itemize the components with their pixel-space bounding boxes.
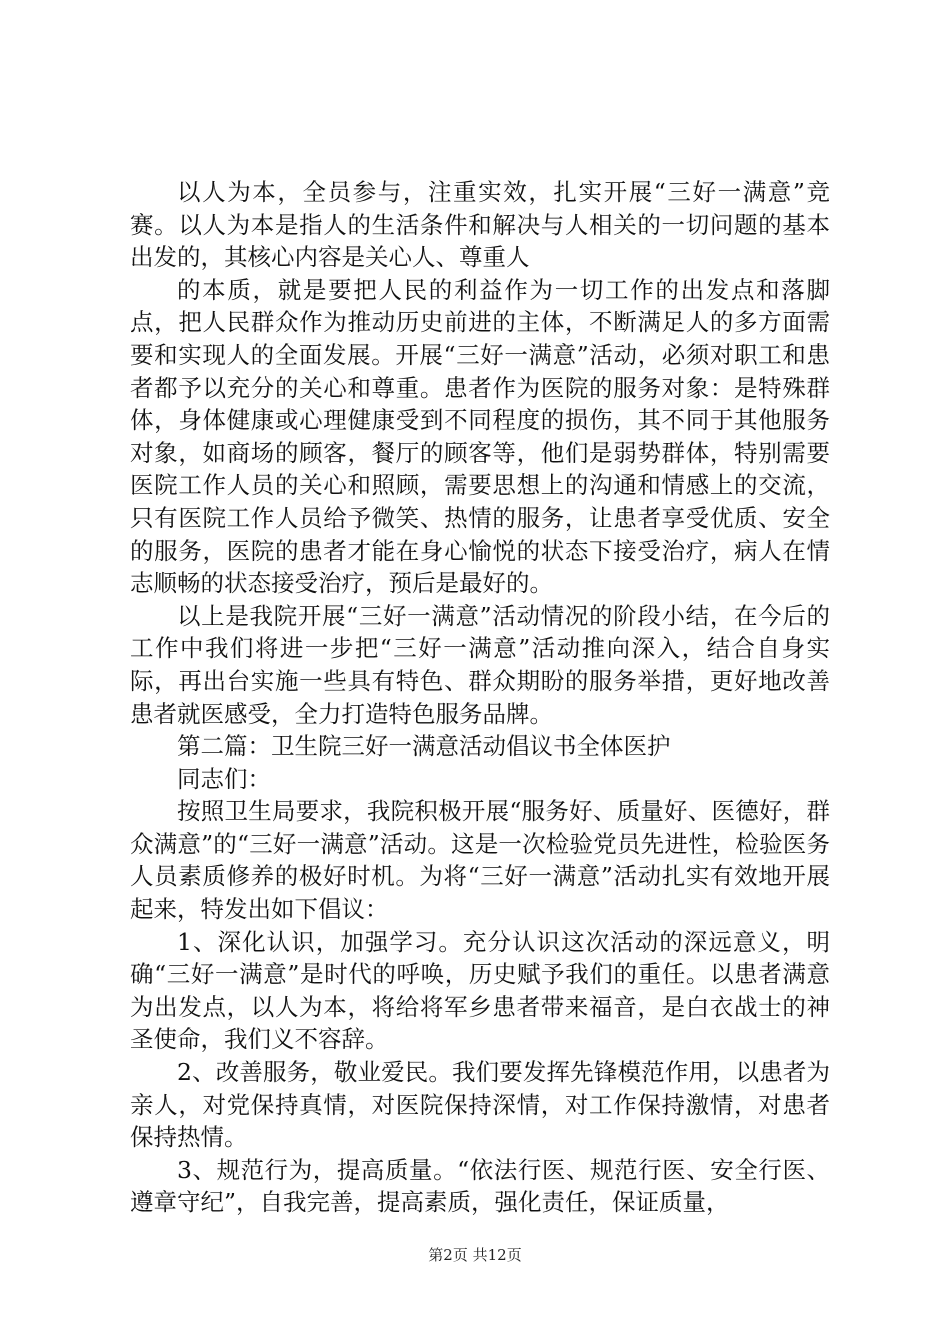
paragraph-item-1: 1、深化认识，加强学习。充分认识这次活动的深远意义，明确“三好一满意”是时代的呼唤，历史赋予我们的重任。以患者满意为出发点，以人为本，将给将军乡患者带来福音，是白衣战士的神圣使命，我们义不容辞。 bbox=[130, 927, 830, 1054]
paragraph-initiative-intro: 按照卫生局要求，我院积极开展“服务好、质量好、医德好，群众满意”的“三好一满意”活动。这是一次检验党员先进性，检验医务人员素质修养的极好时机。为将“三好一满意”活动扎实有效地开展起来，特发出如下倡议： bbox=[130, 797, 830, 924]
page-number-footer: 第2页 共12页 bbox=[428, 1246, 522, 1264]
salutation: 同志们： bbox=[177, 764, 271, 793]
document-body bbox=[130, 176, 830, 1219]
paragraph-summary: 以上是我院开展“三好一满意”活动情况的阶段小结，在今后的工作中我们将进一步把“三好一满意”活动推向深入，结合自身实际，再出台实施一些具有特色、群众期盼的服务举措，更好地改善患者就医感受，全力打造特色服务品牌。 bbox=[130, 601, 830, 728]
paragraph-people-oriented: 以人为本，全员参与，注重实效，扎实开展“三好一满意”竞赛。以人为本是指人的生活条件和解决与人相关的一切问题的基本出发的，其核心内容是关心人、尊重人 bbox=[130, 178, 830, 272]
paragraph-item-2: 2、改善服务，敬业爱民。我们要发挥先锋模范作用，以患者为亲人，对党保持真情，对医院保持深情，对工作保持激情，对患者保持热情。 bbox=[130, 1058, 830, 1152]
section-heading-second-article: 第二篇：卫生院三好一满意活动倡议书全体医护 bbox=[177, 732, 671, 761]
paragraph-item-3: 3、规范行为，提高质量。“依法行医、规范行医、安全行医、遵章守纪”，自我完善，提高素质，强化责任，保证质量， bbox=[130, 1155, 830, 1217]
paragraph-essence: 的本质，就是要把人民的利益作为一切工作的出发点和落脚点，把人民群众作为推动历史前进的主体，不断满足人的多方面需要和实现人的全面发展。开展“三好一满意”活动，必须对职工和患者都予以充分的关心和尊重。患者作为医院的服务对象：是特殊群体，身体健康或心理健康受到不同程度的损伤，其不同于其他服务对象，如商场的顾客，餐厅的顾客等，他们是弱势群体，特别需要医院工作人员的关心和照顾，需要思想上的沟通和情感上的交流，只有医院工作人员给予微笑、热情的服务，让患者享受优质、安全的服务，医院的患者才能在身心愉悦的状态下接受治疗，病人在情志顺畅的状态接受治疗，预后是最好的。 bbox=[130, 275, 830, 598]
